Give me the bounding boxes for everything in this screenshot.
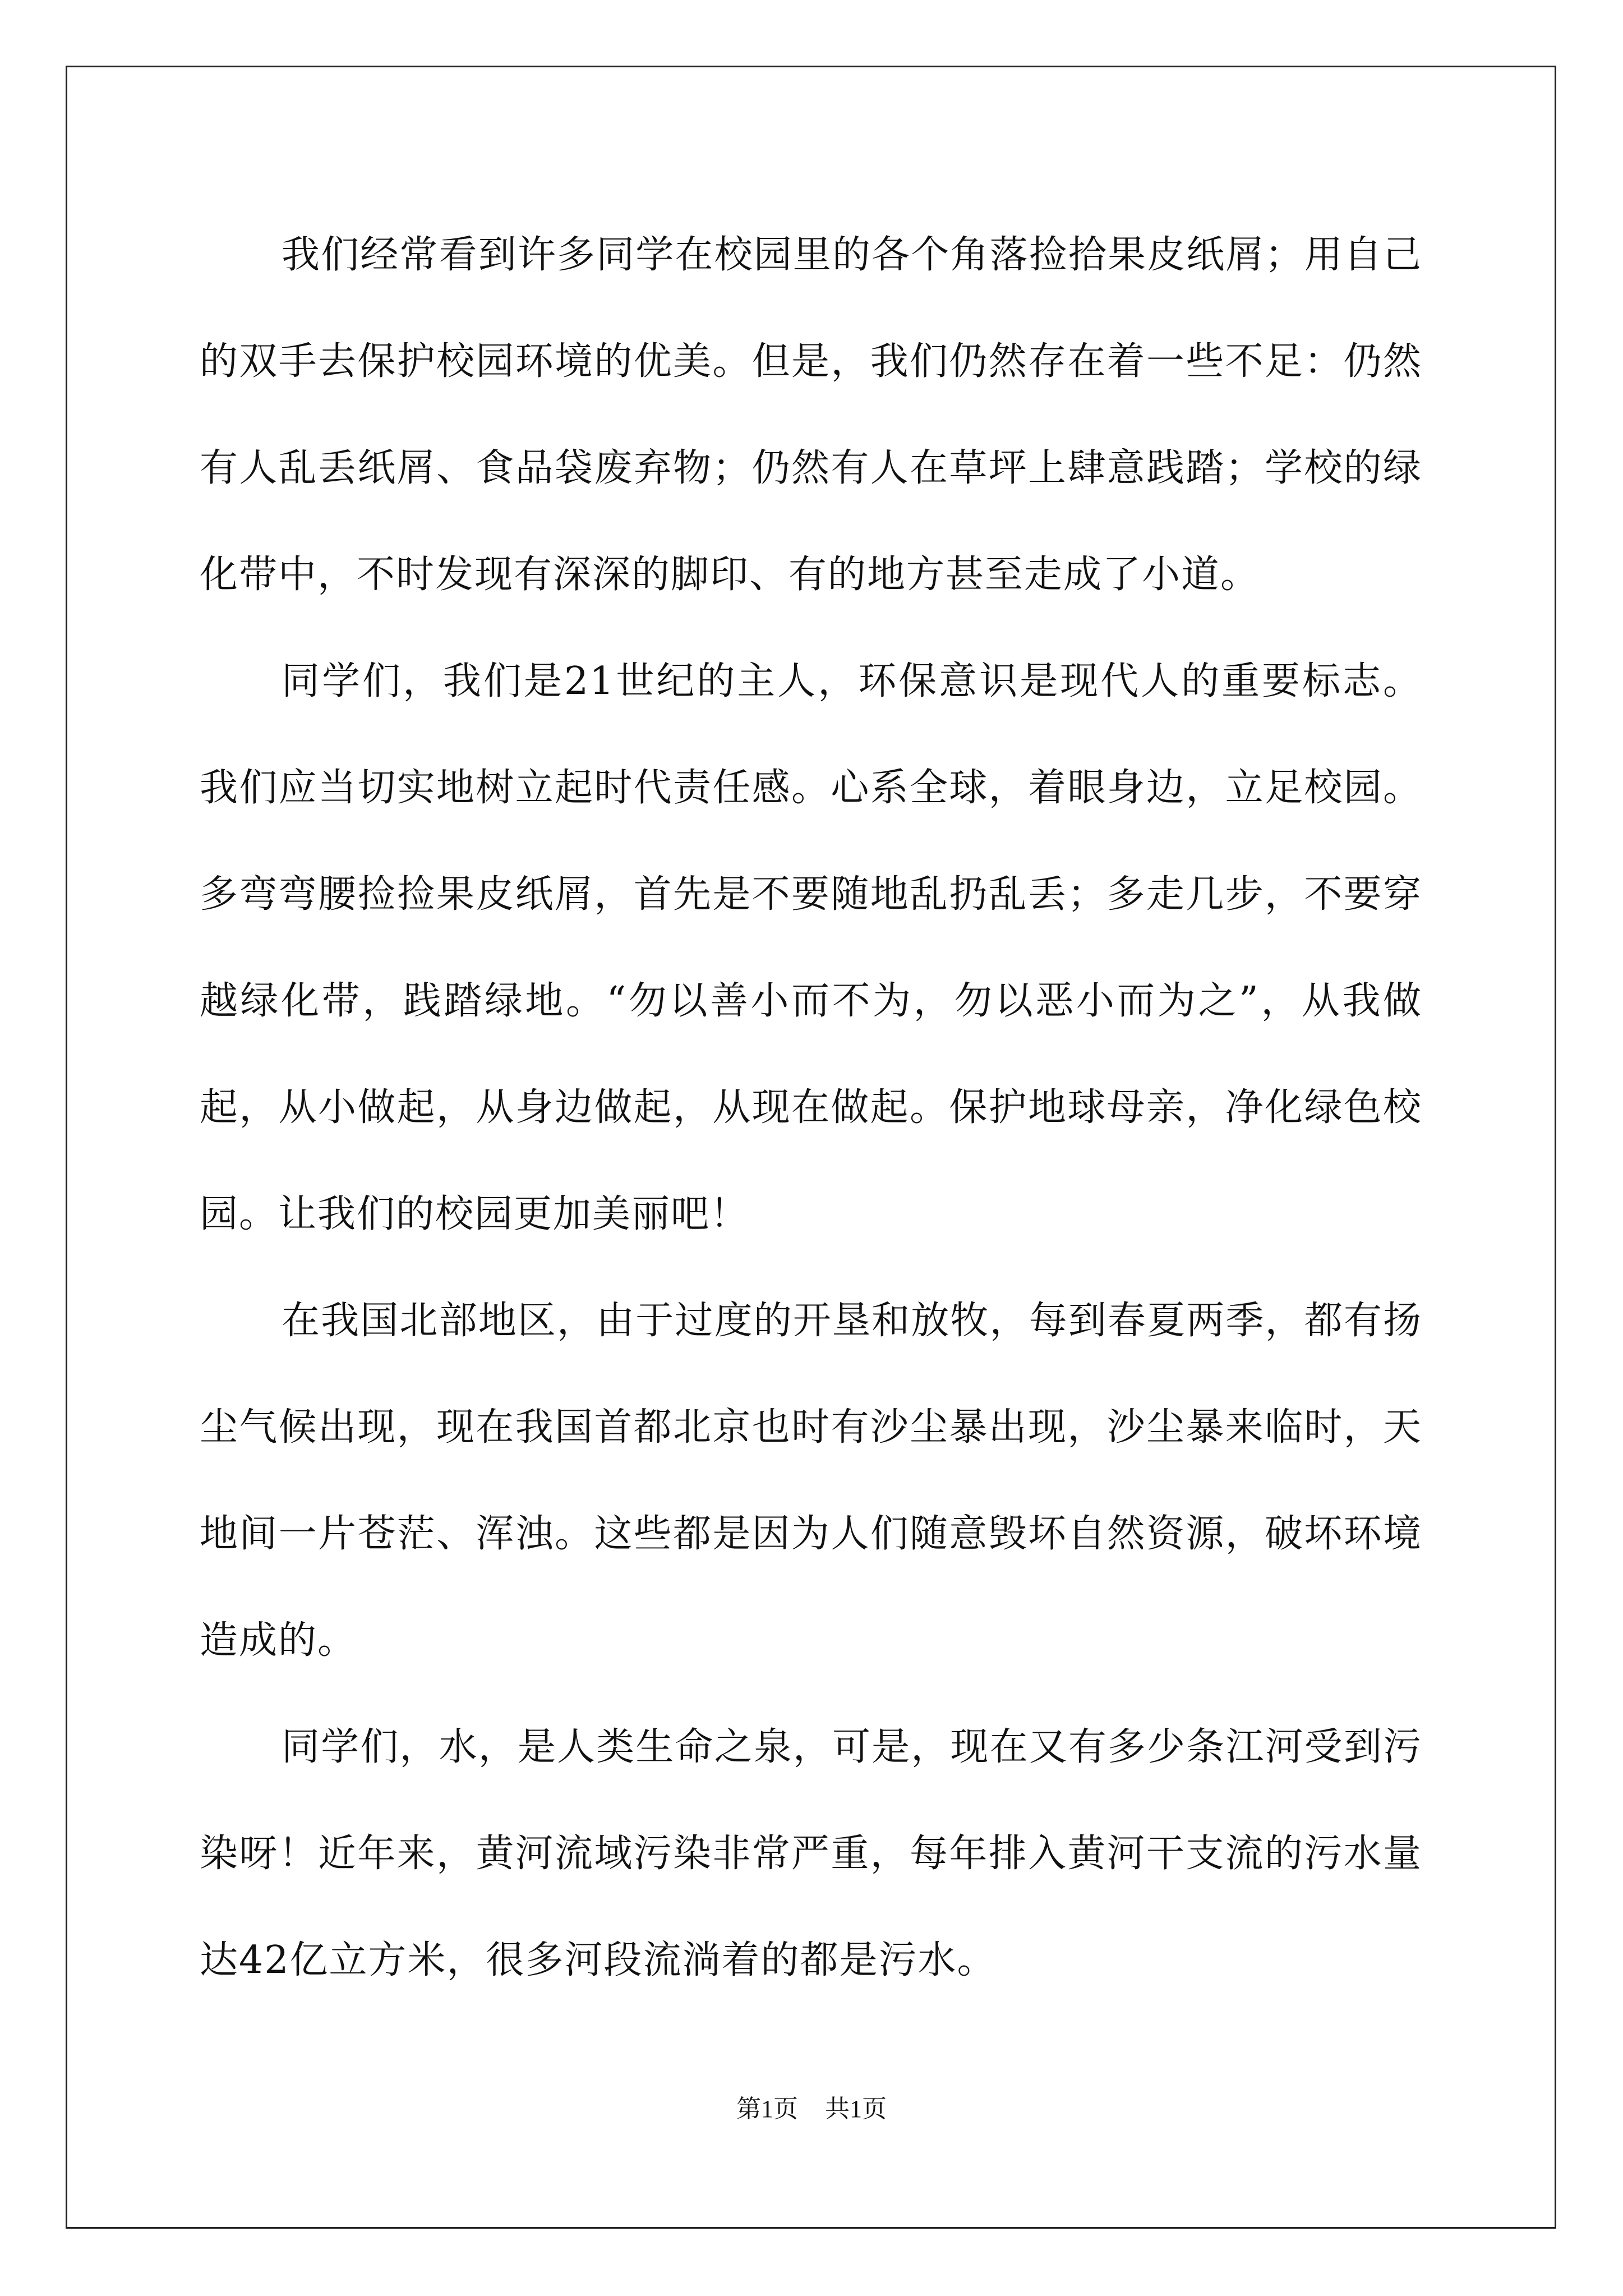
- page-footer: [0, 2092, 1623, 2126]
- page-number: 第1页: [736, 2095, 798, 2123]
- paragraph-sandstorm: 在我国北部地区，由于过度的开垦和放牧，每到春夏两季，都有扬尘气候出现，现在我国首都北京也时有沙尘暴出现，沙尘暴来临时，天地间一片苍茫、浑浊。这些都是因为人们随意毁坏自然资源，破坏环境造成的。: [200, 1299, 1422, 1663]
- paragraph-campus-litter: 我们经常看到许多同学在校园里的各个角落捡拾果皮纸屑；用自己的双手去保护校园环境的优美。但是，我们仍然存在着一些不足：仍然有人乱丢纸屑、食品袋废弃物；仍然有人在草坪上肆意践踏；学校的绿化带中，不时发现有深深的脚印、有的地方甚至走成了小道。: [200, 233, 1422, 597]
- document-body: [200, 202, 1422, 2014]
- paragraph-water-pollution: 同学们，水，是人类生命之泉，可是，现在又有多少条江河受到污染呀！近年来，黄河流域污染非常严重，每年排入黄河干支流的污水量达42亿立方米，很多河段流淌着的都是污水。: [200, 1725, 1422, 1982]
- paragraph-environmental-awareness: 同学们，我们是21世纪的主人，环保意识是现代人的重要标志。我们应当切实地树立起时代责任感。心系全球，着眼身边，立足校园。多弯弯腰捡捡果皮纸屑，首先是不要随地乱扔乱丢；多走几步，不要穿越绿化带，践踏绿地。“勿以善小而不为，勿以恶小而为之”，从我做起，从小做起，从身边做起，从现在做起。保护地球母亲，净化绿色校园。让我们的校园更加美丽吧！: [200, 659, 1422, 1236]
- page-total: 共1页: [825, 2095, 887, 2123]
